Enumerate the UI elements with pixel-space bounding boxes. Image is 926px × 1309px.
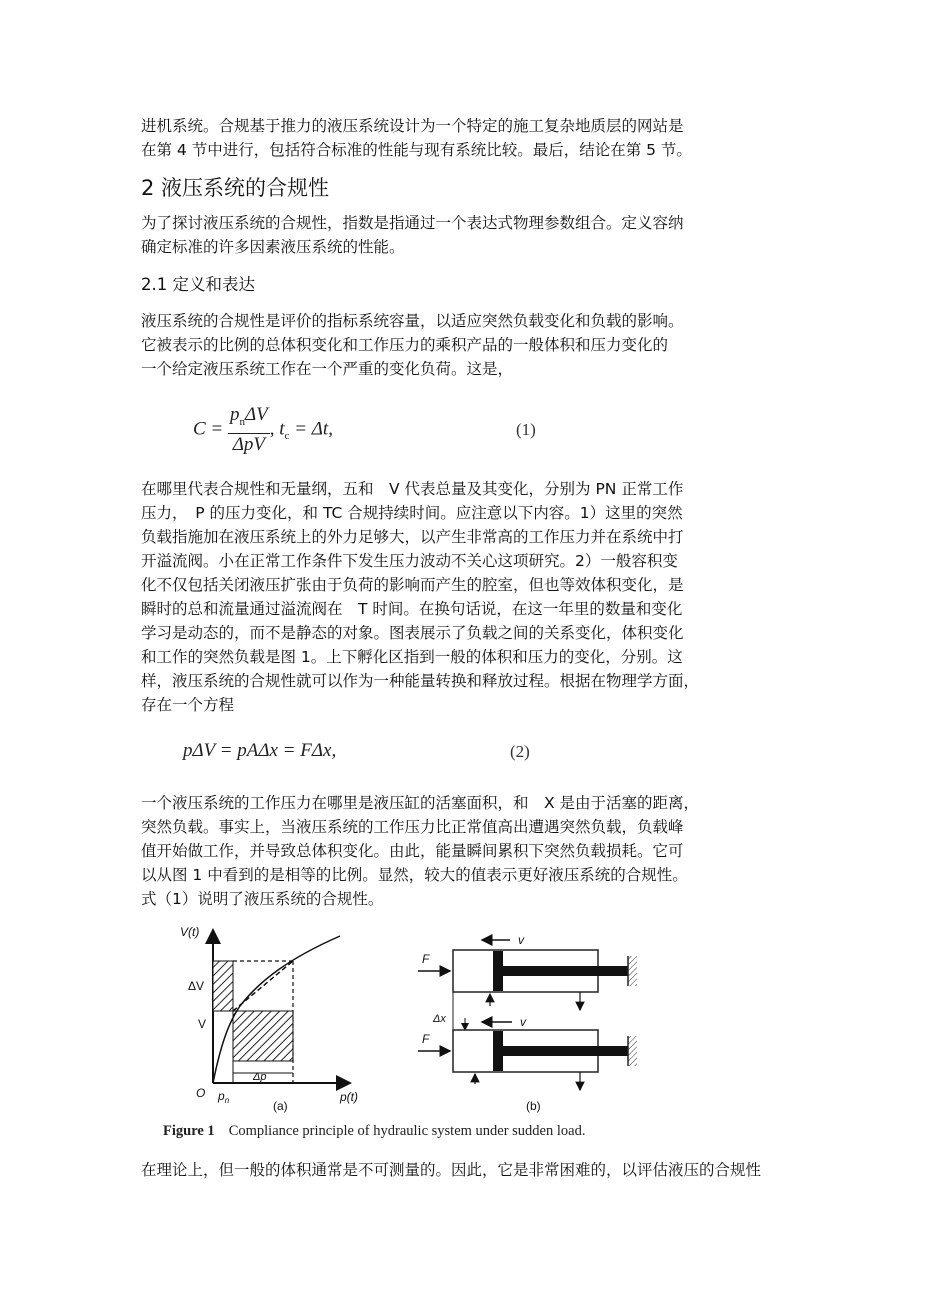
- text-line: 式（1）说明了液压系统的合规性。: [141, 890, 384, 908]
- pn-label-main: p: [218, 1089, 225, 1103]
- text-line: 值开始做工作，并导致总体积变化。由此，能量瞬间累积下突然负载损耗。它可: [141, 842, 684, 860]
- energy-paragraph: [141, 791, 791, 911]
- lower-wall: [628, 1036, 637, 1066]
- text-line: 化不仅包括关闭液压扩张由于负荷的影响而产生的腔室，但也等效体积变化，是: [141, 576, 684, 594]
- text-line: 和工作的突然负载是图 1。上下孵化区指到一般的体积和压力的变化，分别。这: [141, 648, 683, 666]
- delta-p-hatched-area: [233, 1011, 293, 1061]
- lower-piston: [493, 1031, 503, 1071]
- eq1-fraction: [228, 404, 270, 456]
- text-line: 一个液压系统的工作压力在哪里是液压缸的活塞面积，和 X 是由于活塞的距离，: [141, 794, 700, 812]
- eq1-denominator: [228, 434, 270, 456]
- upper-piston-rod: [503, 966, 628, 976]
- text-line: 确定标准的许多因素液压系统的性能。: [141, 238, 405, 256]
- section-heading: 2 液压系统的合规性: [141, 176, 330, 200]
- figure-caption: [163, 1123, 585, 1140]
- text-line: 以从图 1 中看到的是相等的比例。显然，较大的值表示更好液压系统的合规性。: [141, 866, 688, 884]
- v-label: V: [198, 1017, 207, 1031]
- equation-2-number: (2): [510, 742, 530, 761]
- delta-v-hatched-area: [213, 961, 233, 1011]
- definition-paragraph: [141, 309, 791, 381]
- eq1-t: t: [279, 418, 285, 440]
- text-line: 为了探讨液压系统的合规性，指数是指通过一个表达式物理参数组合。定义容纳: [141, 214, 684, 232]
- y-axis-label: V(t): [180, 925, 200, 939]
- text-line: 存在一个方程: [141, 696, 235, 714]
- equation-1-number: (1): [516, 420, 536, 439]
- upper-velocity-label: v: [518, 933, 524, 947]
- compliance-graph: [180, 925, 358, 1113]
- explanation-paragraph: [141, 477, 791, 717]
- text-line: 在第 4 节中进行，包括符合标准的性能与现有系统比较。最后，结论在第 5 节。: [141, 141, 692, 159]
- intro-paragraph: [141, 114, 791, 162]
- subsection-heading: 2.1 定义和表达: [141, 275, 255, 294]
- eq1-lhs: C =: [193, 418, 224, 440]
- delta-p-label: Δp: [253, 1071, 267, 1083]
- text-line: 进机系统。合规基于推力的液压系统设计为一个特定的施工复杂地质层的网站是: [141, 117, 684, 135]
- upper-piston: [493, 951, 503, 991]
- eq1-rhs: = Δt,: [294, 418, 333, 440]
- equation-1: [193, 404, 333, 456]
- equation-2: [183, 740, 336, 762]
- text-line: 它被表示的比例的总体积变化和工作压力的乘积产品的一般体积和压力变化的: [141, 336, 669, 354]
- text-line: 压力， P 的压力变化，和 TC 合规持续时间。应注意以下内容。1）这里的突然: [141, 504, 683, 522]
- text-line: 液压系统的合规性是评价的指标系统容量，以适应突然负载变化和负载的影响。: [141, 312, 684, 330]
- hydraulic-cylinder-diagram: [418, 933, 637, 1113]
- text-line: 样，液压系统的合规性就可以作为一种能量转换和释放过程。根据在物理学方面，: [141, 672, 700, 690]
- text-line: 一个给定液压系统工作在一个严重的变化负荷。这是，: [141, 360, 514, 378]
- lower-piston-rod: [503, 1046, 628, 1056]
- text-line: 开溢流阀。小在正常工作条件下发生压力波动不关心这项研究。2）一般容积变: [141, 552, 678, 570]
- eq1-sep: ,: [269, 418, 275, 440]
- eq1-num-rest: ΔV: [245, 404, 268, 425]
- text-line: 在哪里代表合规性和无量纲，五和 V 代表总量及其变化，分别为 PN 正常工作: [141, 480, 684, 498]
- upper-wall: [628, 956, 637, 986]
- eq1-num-sub: n: [239, 415, 245, 428]
- text-line: 学习是动态的，而不是静态的对象。图表展示了负载之间的关系变化，体积变化: [141, 624, 684, 642]
- eq1-num-p: p: [230, 404, 240, 425]
- section-intro-paragraph: [141, 211, 791, 259]
- text-line: 在理论上，但一般的体积通常是不可测量的。因此，它是非常困难的，以评估液压的合规性: [141, 1161, 762, 1179]
- text-line: 负载指施加在液压系统上的外力足够大，以产生非常高的工作压力并在系统中打: [141, 528, 684, 546]
- eq1-t-sub: c: [284, 430, 290, 443]
- pn-label: [217, 1089, 230, 1105]
- x-axis-label: p(t): [340, 1090, 358, 1104]
- origin-label: O: [196, 1086, 206, 1100]
- final-paragraph: [141, 1158, 791, 1182]
- delta-v-label: ΔV: [188, 979, 205, 993]
- panel-a-label: (a): [273, 1099, 288, 1113]
- eq1-den-text: ΔpV: [232, 433, 266, 455]
- eq1-numerator: [228, 404, 270, 434]
- lower-force-label: F: [422, 1032, 430, 1046]
- panel-b-label: (b): [526, 1099, 541, 1113]
- figure-1: [160, 918, 660, 1113]
- text-line: 突然负载。事实上，当液压系统的工作压力比正常值高出遭遇突然负载，负载峰: [141, 818, 684, 836]
- pn-label-sub: n: [224, 1096, 230, 1105]
- figure-caption-label: Figure 1: [163, 1123, 215, 1139]
- text-line: 瞬时的总和流量通过溢流阀在 T 时间。在换句话说，在这一年里的数量和变化: [141, 600, 683, 618]
- dx-label: Δx: [433, 1013, 446, 1025]
- upper-force-label: F: [422, 952, 430, 966]
- lower-velocity-label: v: [520, 1015, 526, 1029]
- eq2-text: pΔV = pAΔx = FΔx,: [183, 740, 337, 761]
- figure-caption-text: Compliance principle of hydraulic system under sudden load.: [228, 1123, 586, 1139]
